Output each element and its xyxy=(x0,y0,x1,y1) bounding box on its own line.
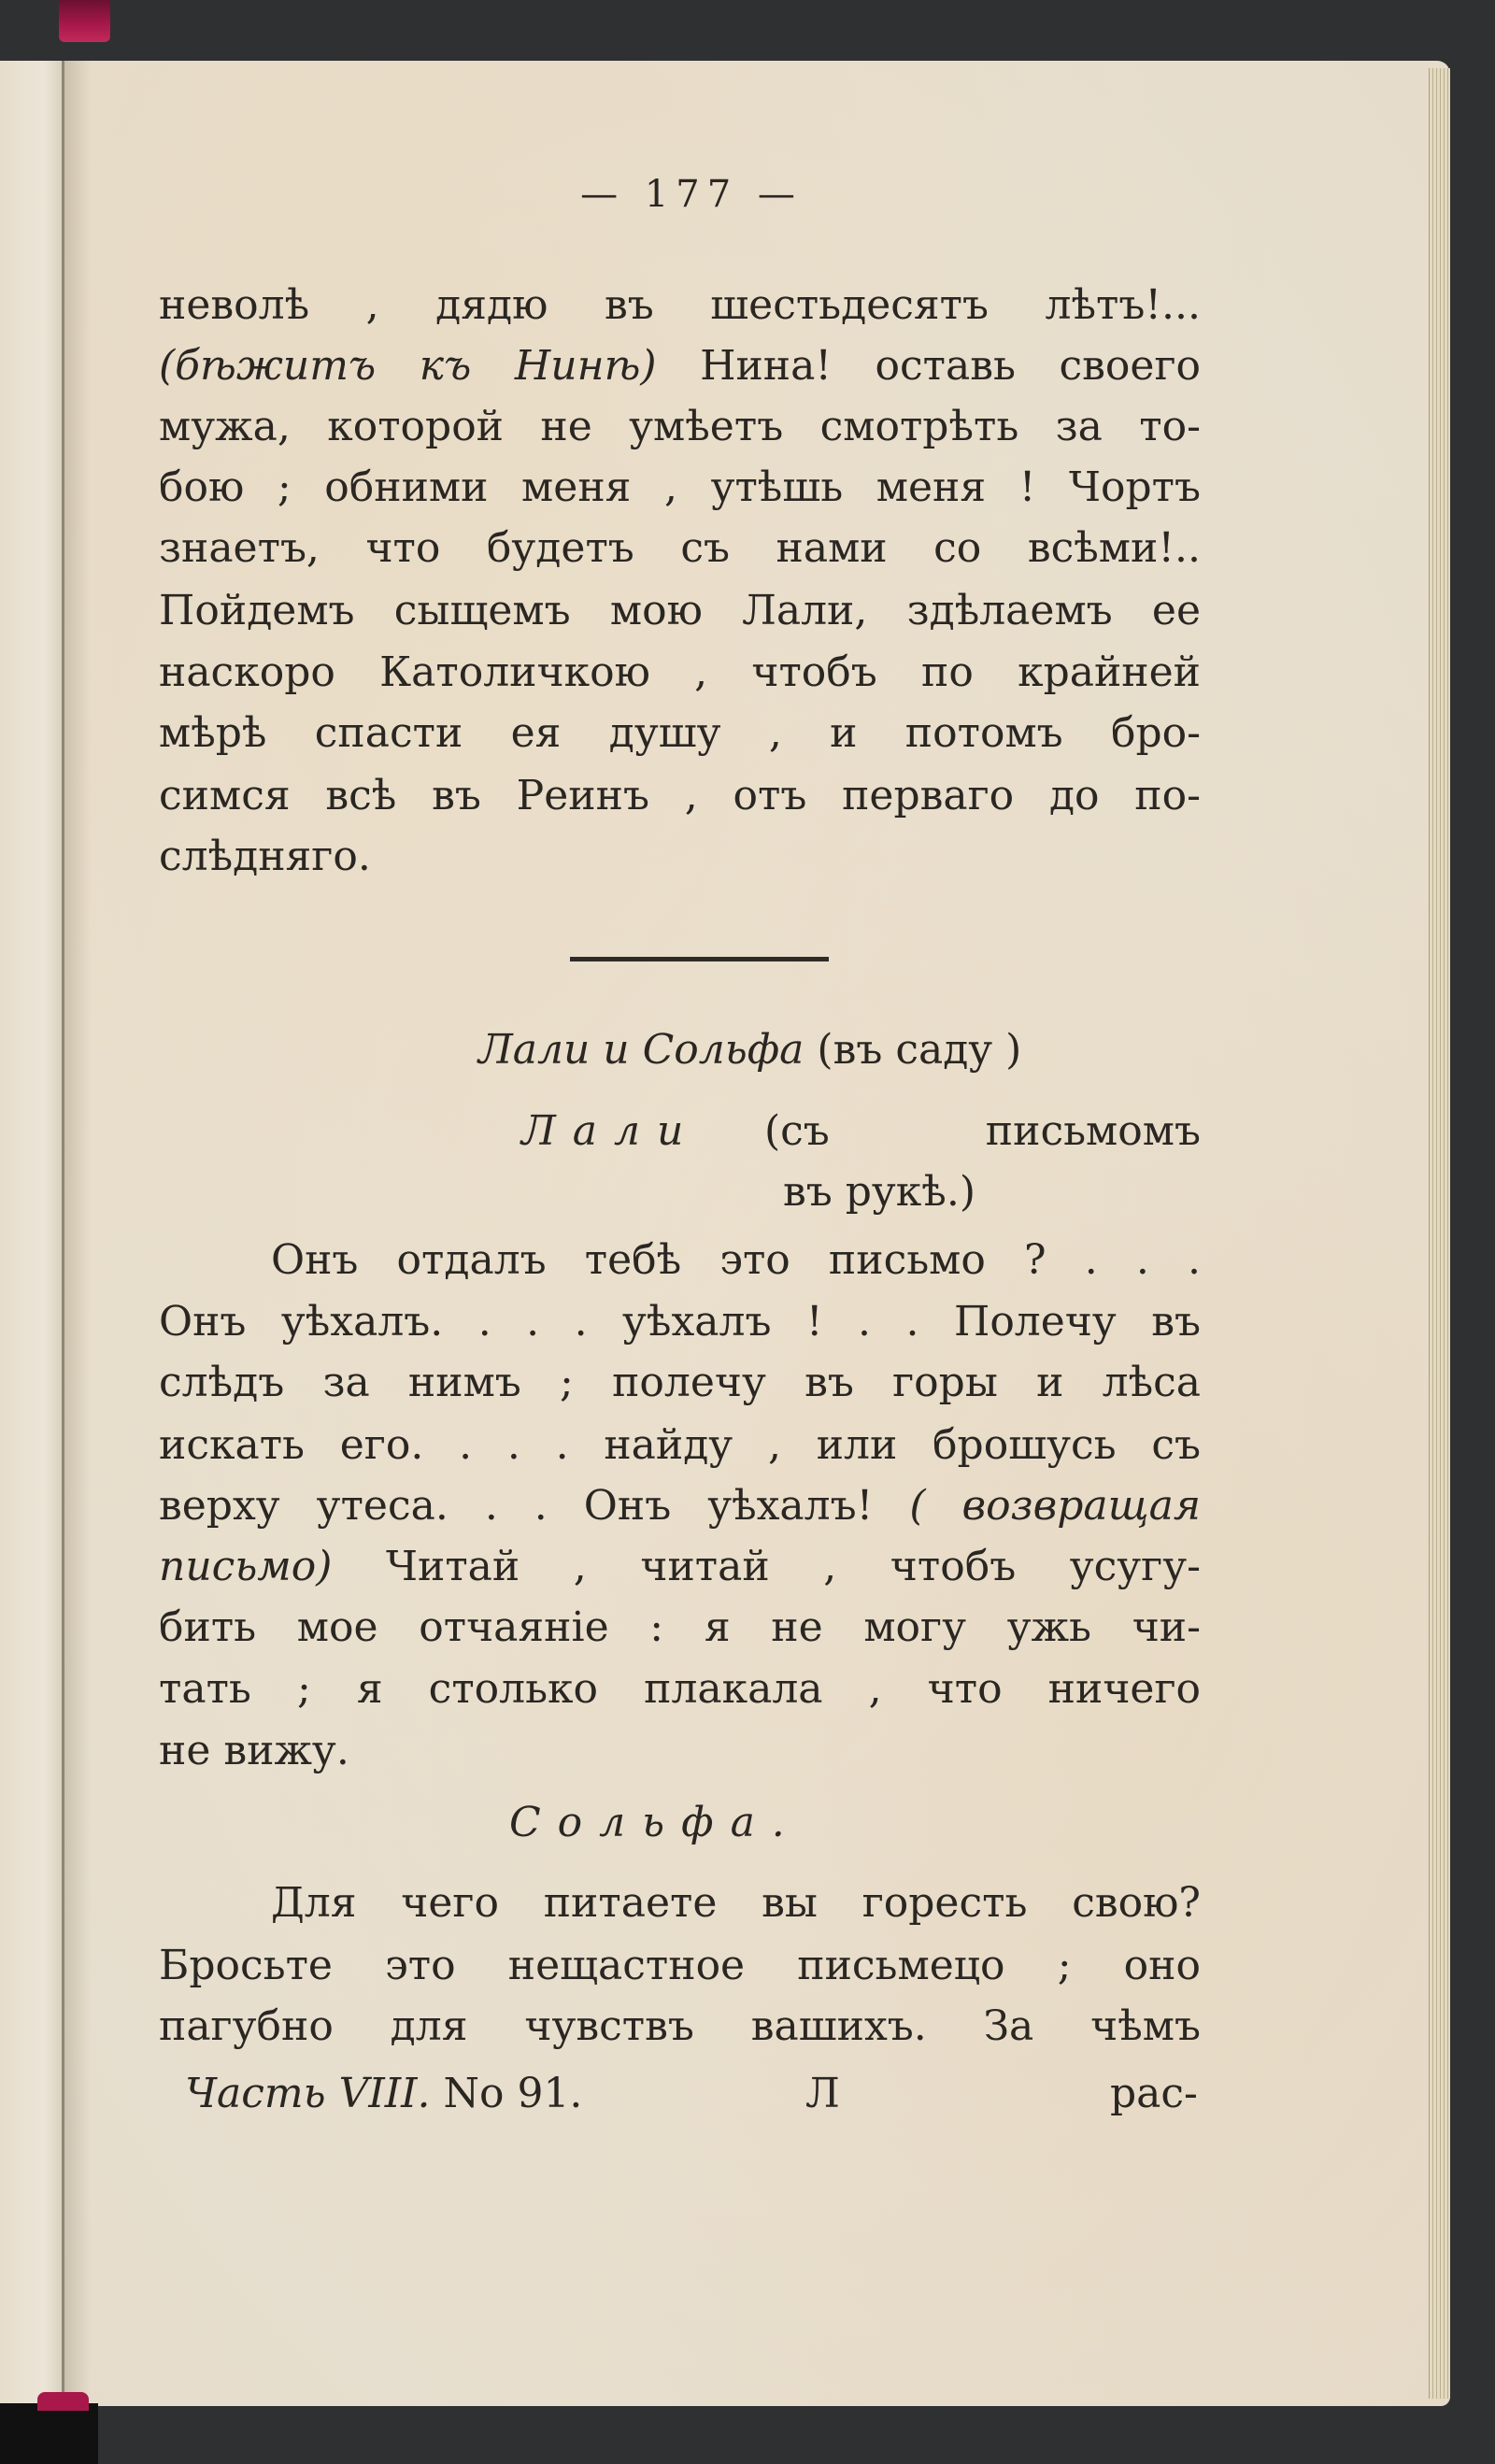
text-line: слѣдъ за нимъ ; полечу въ горы и лѣса xyxy=(159,1359,1201,1406)
scene-heading-characters: Лали и Сольфа xyxy=(478,1026,804,1074)
catchword: рас- xyxy=(1110,2070,1198,2117)
speaker-name: Сольфа. xyxy=(509,1799,802,1846)
stage-direction: ( возвращая xyxy=(909,1482,1201,1530)
section-rule xyxy=(570,957,829,961)
speaker-direction: въ рукѣ.) xyxy=(783,1168,975,1216)
text-line: неволѣ , дядю въ шестьдесятъ лѣтъ!... xyxy=(159,281,1201,329)
footer-part-label: Часть xyxy=(185,2070,326,2117)
text-line: Пойдемъ сыщемъ мою Лали, здѣлаемъ ее xyxy=(159,587,1201,634)
text-line: не вижу. xyxy=(159,1727,349,1774)
text-line: пагубно для чувствъ вашихъ. За чѣмъ xyxy=(159,2002,1201,2050)
text-line: тать ; я столько плакала , что ничего xyxy=(159,1665,1201,1713)
scene-heading xyxy=(478,1026,1021,1074)
text-line xyxy=(159,1543,1201,1590)
binding-shadow xyxy=(0,2403,98,2464)
text-line: знаетъ, что будетъ съ нами со всѣми!.. xyxy=(159,524,1201,572)
footer-part xyxy=(185,2070,582,2117)
text-line: наскоро Католичкою , чтобъ по крайней xyxy=(159,648,1201,696)
text-line: Бросьте это нещастное письмецо ; оно xyxy=(159,1942,1201,1989)
scene-heading-setting: (въ саду ) xyxy=(817,1026,1022,1074)
signature-mark: Л xyxy=(805,2070,840,2117)
text-line: слѣдняго. xyxy=(159,833,371,880)
text-line: искать его. . . . найду , или брошусь съ xyxy=(159,1421,1201,1469)
text-line-part: Читай , читай , чтобъ усугу- xyxy=(386,1543,1201,1590)
text-line: мужа, которой не умѣетъ смотрѣть за то- xyxy=(159,403,1201,450)
text-line xyxy=(159,342,1201,390)
text-line-rest: Нина! оставь своего xyxy=(700,342,1201,390)
previous-leaf-edge xyxy=(0,61,64,2406)
speaker-heading xyxy=(509,1799,802,1846)
speaker-direction: (съ письмомъ xyxy=(764,1107,1201,1155)
text-line: Онъ отдалъ тебѣ это письмо ? . . . xyxy=(271,1236,1201,1284)
text-line: мѣрѣ спасти ея душу , и потомъ бро- xyxy=(159,709,1201,757)
speaker-heading xyxy=(521,1107,700,1155)
text-line: Для чего питаете вы горесть свою? xyxy=(271,1879,1201,1927)
text-line: Онъ уѣхалъ. . . . уѣхалъ ! . . Полечу въ xyxy=(159,1298,1201,1346)
text-line: бить мое отчаяніе : я не могу ужь чи- xyxy=(159,1603,1201,1651)
page-number: — 177 — xyxy=(580,173,803,216)
footer-part-number: VIII. xyxy=(338,2070,431,2117)
stage-direction: (бѣжитъ къ Нинѣ) xyxy=(159,342,657,390)
text-line: бою ; обними меня , утѣшь меня ! Чортъ xyxy=(159,463,1201,511)
fore-edge-page-stack xyxy=(1429,68,1450,2399)
binding-thread-top xyxy=(59,0,110,42)
stage-direction: письмо) xyxy=(159,1543,333,1590)
footer-issue: No 91. xyxy=(443,2070,583,2117)
gutter-shadow xyxy=(64,61,91,2406)
text-line: симся всѣ въ Реинъ , отъ перваго до по- xyxy=(159,772,1201,819)
text-line-part: верху утеса. . . Онъ уѣхалъ! xyxy=(159,1482,874,1530)
speaker-name: Лали xyxy=(521,1107,701,1155)
text-line xyxy=(159,1482,1201,1530)
binding-thread-bottom xyxy=(37,2392,89,2411)
